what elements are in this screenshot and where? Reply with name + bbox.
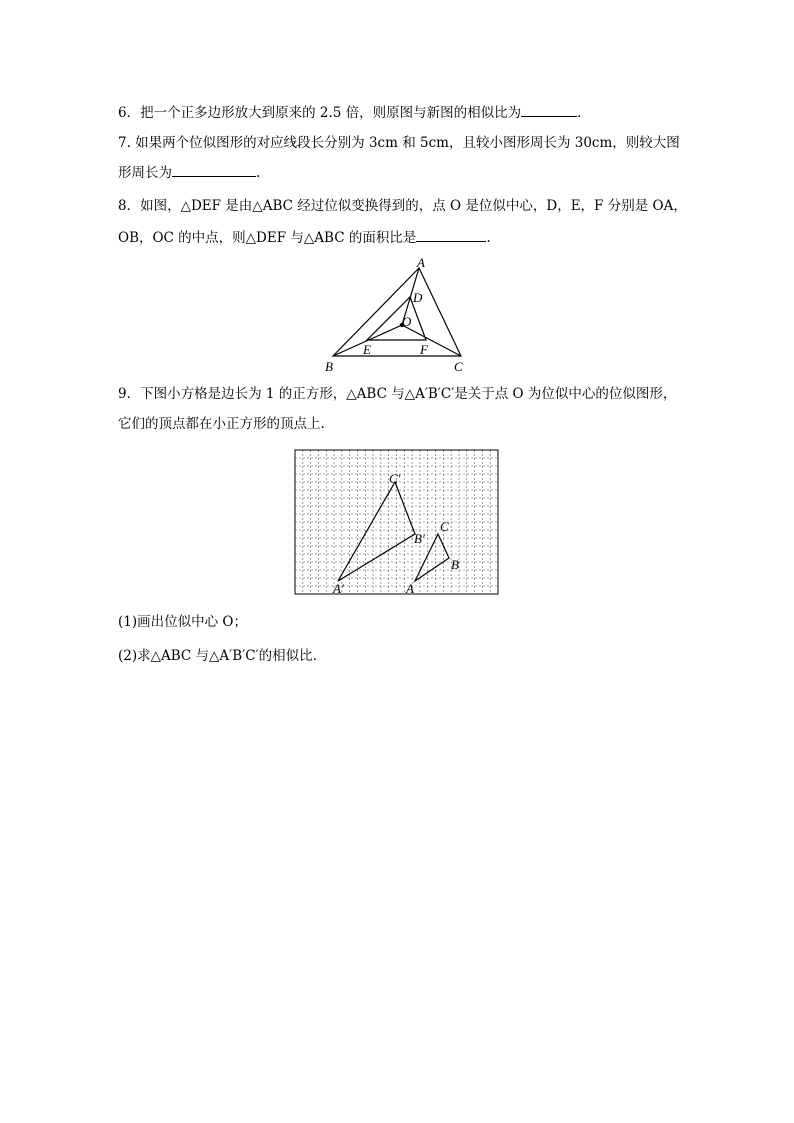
q9-line1: 9．下图小方格是边长为 1 的正方形，△ABC 与△A′B′C′是关于点 O 为位似中心的位似图形， xyxy=(118,386,677,402)
label-f: F xyxy=(420,342,428,357)
label-d: D xyxy=(413,290,423,305)
label-a-small: A xyxy=(406,581,414,596)
q9-sub1: (1)画出位似中心 O； xyxy=(118,614,247,630)
question-8-line-1 xyxy=(118,196,687,216)
triangle-abc xyxy=(333,268,461,356)
label-c-prime: C′ xyxy=(389,471,401,486)
q6-text: 6．把一个正多边形放大到原来的 2.5 倍，则原图与新图的相似比为 xyxy=(118,105,522,121)
q9-sub2: (2)求△ABC 与△A′B′C′的相似比. xyxy=(118,648,317,664)
q9-grid-figure xyxy=(292,447,502,597)
q8-line1: 8．如图，△DEF 是由△ABC 经过位似变换得到的，点 O 是位似中心，D，E，F 分别是 OA， xyxy=(118,198,687,214)
q6-answer-blank[interactable] xyxy=(521,103,577,117)
q8-end: . xyxy=(486,230,491,246)
label-a: A xyxy=(417,255,425,270)
question-6 xyxy=(118,103,591,123)
q9-line2: 它们的顶点都在小正方形的顶点上. xyxy=(118,416,325,432)
q7-line2: 形周长为 xyxy=(118,165,172,181)
question-9-line-2 xyxy=(118,414,325,434)
q8-triangle-figure xyxy=(320,252,480,376)
question-9-line-1 xyxy=(118,384,676,404)
label-c: C xyxy=(454,359,463,374)
label-b-prime: B′ xyxy=(414,531,425,546)
label-a-prime: A′ xyxy=(333,581,344,596)
label-b-small: B xyxy=(451,557,459,572)
q7-end: . xyxy=(256,165,261,181)
question-7-line-2 xyxy=(118,163,260,183)
label-o: O xyxy=(402,314,412,329)
label-c-small: C xyxy=(440,519,449,534)
q6-end: ． xyxy=(577,105,591,121)
q7-line1: 7. 如果两个位似图形的对应线段长分别为 3cm 和 5cm，且较小图形周长为 30cm，则较大图 xyxy=(118,135,680,151)
q9-sub-question-1 xyxy=(118,612,247,632)
q7-answer-blank[interactable] xyxy=(172,163,256,177)
q8-line2: OB，OC 的中点，则△DEF 与△ABC 的面积比是 xyxy=(118,230,417,246)
q9-sub-question-2 xyxy=(118,646,317,666)
label-b: B xyxy=(325,359,333,374)
label-e: E xyxy=(363,342,371,357)
question-8-line-2 xyxy=(118,228,491,248)
q8-answer-blank[interactable] xyxy=(416,228,486,242)
question-7-line-1 xyxy=(118,133,680,153)
